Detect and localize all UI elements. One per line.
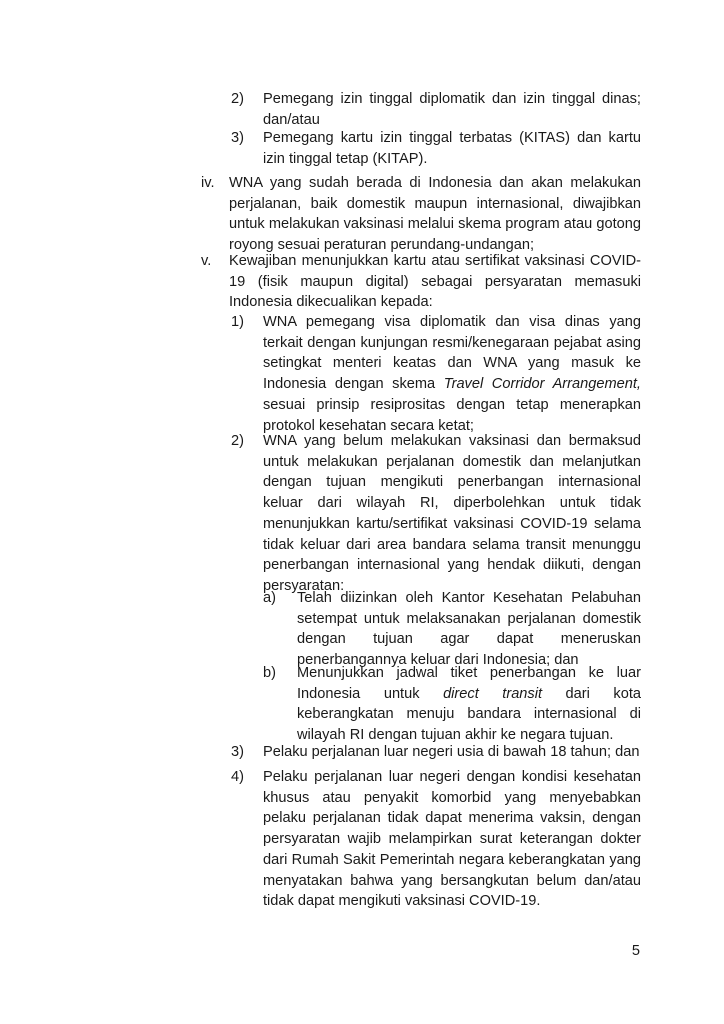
list-item-text: Telah diizinkan oleh Kantor Kesehatan Pelabuhan setempat untuk melaksanakan perjalanan domestik dengan tujuan agar dapat meneruskan penerbangannya keluar dari Indonesia; dan xyxy=(297,590,641,669)
list-item-text: Kewajiban menunjukkan kartu atau sertifikat vaksinasi COVID-19 (fisik maupun digital) sebagai persyaratan memasuki Indonesia dikecualikan kepada: xyxy=(229,253,641,311)
list-item xyxy=(231,767,641,912)
list-marker: iv. xyxy=(201,175,215,191)
page-number: 5 xyxy=(631,943,640,959)
list-item xyxy=(231,128,641,169)
list-item xyxy=(201,251,641,313)
list-item xyxy=(231,312,641,436)
italic-term: direct transit xyxy=(443,685,543,702)
list-item xyxy=(231,742,641,763)
list-item-text: WNA yang belum melakukan vaksinasi dan bermaksud untuk melakukan perjalanan domestik dan melanjutkan dengan tujuan mengikuti penerbangan internasional keluar dari wilayah RI, diperbolehkan untuk tidak menunjukkan kartu/sertifikat vaksinasi COVID-19 selama tidak keluar dari area bandara selama transit menunggu penerbangan internasional yang hendak diikuti, dengan persyaratan: xyxy=(263,433,641,594)
list-item-text: WNA pemegang visa diplomatik dan visa dinas yang terkait dengan kunjungan resmi/kenegaraan pejabat asing setingkat menteri keatas dan WNA yang masuk ke Indonesia dengan skema Travel Corridor Arrangement, sesuai prinsip resiprositas dengan tetap menerapkan protokol kesehatan secara ketat; xyxy=(263,314,641,434)
list-marker: 2) xyxy=(231,91,244,107)
list-item-text: Pelaku perjalanan luar negeri usia di bawah 18 tahun; dan xyxy=(263,744,640,760)
list-item-text: Pemegang izin tinggal diplomatik dan izin tinggal dinas; dan/atau xyxy=(263,91,641,128)
list-item xyxy=(263,663,641,746)
list-marker: b) xyxy=(263,665,276,681)
list-marker: a) xyxy=(263,590,276,606)
list-item-text: WNA yang sudah berada di Indonesia dan akan melakukan perjalanan, baik domestik maupun internasional, diwajibkan untuk melakukan vaksinasi melalui skema program atau gotong royong sesuai peraturan perundang-undangan; xyxy=(229,175,641,254)
list-item-text: Pelaku perjalanan luar negeri dengan kondisi kesehatan khusus atau penyakit komorbid yang menyebabkan pelaku perjalanan tidak dapat menerima vaksin, dengan persyaratan wajib melampirkan surat keterangan dokter dari Rumah Sakit Pemerintah negara keberangkatan yang menyatakan bahwa yang bersangkutan belum dan/atau tidak dapat mengikuti vaksinasi COVID-19. xyxy=(263,769,641,910)
list-marker: 2) xyxy=(231,433,244,449)
list-marker: 3) xyxy=(231,130,244,146)
list-item xyxy=(263,588,641,671)
list-marker: 3) xyxy=(231,744,244,760)
list-marker: 4) xyxy=(231,769,244,785)
list-marker: v. xyxy=(201,253,212,269)
list-item-text: Menunjukkan jadwal tiket penerbangan ke luar Indonesia untuk direct transit dari kota keberangkatan menuju bandara internasional di wilayah RI dengan tujuan akhir ke negara tujuan. xyxy=(297,665,642,744)
italic-term: Travel Corridor Arrangement, xyxy=(443,376,641,393)
list-item-text: Pemegang kartu izin tinggal terbatas (KITAS) dan kartu izin tinggal tetap (KITAP). xyxy=(263,130,641,167)
list-marker: 1) xyxy=(231,314,244,330)
list-item xyxy=(201,173,641,256)
list-item xyxy=(231,431,641,597)
list-item xyxy=(231,89,641,130)
